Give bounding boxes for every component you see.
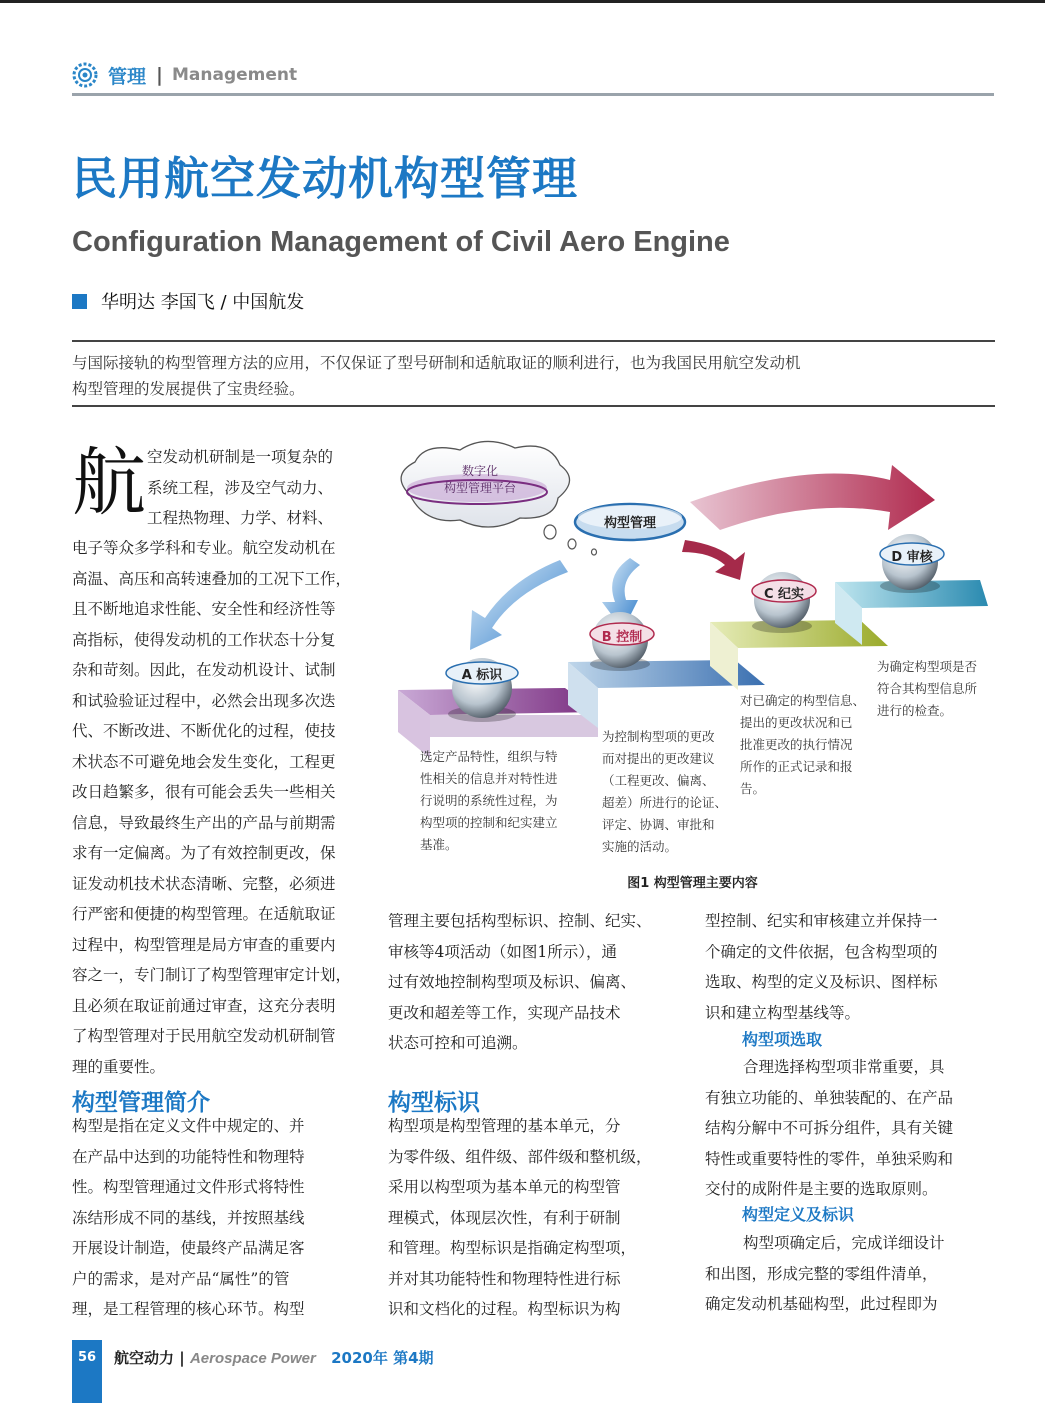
abstract-line: 构型管理的发展提供了宝贵经验。 bbox=[72, 380, 305, 398]
subsection-paragraph bbox=[705, 1228, 995, 1320]
body-line: 和管理。构型标识是指确定构型项， bbox=[388, 1239, 637, 1257]
authors: 华明达 李国飞 / 中国航发 bbox=[101, 292, 305, 313]
desc-line: 构型项的控制和纪实建立 bbox=[420, 815, 558, 830]
d-description bbox=[877, 656, 995, 722]
gear-icon bbox=[72, 62, 98, 88]
cloud-label-line: 构型管理平台 bbox=[443, 481, 516, 495]
body-line: 杂和苛刻。因此，在发动机设计、试制 bbox=[72, 661, 336, 679]
body-line: 采用以构型项为基本单元的构型管 bbox=[388, 1178, 621, 1196]
body-line: 有独立功能的、单独装配的、在产品 bbox=[705, 1088, 954, 1107]
abstract-bottom-rule bbox=[72, 405, 995, 407]
b-description bbox=[602, 726, 742, 858]
desc-line: 为确定构型项是否 bbox=[877, 659, 978, 674]
desc-line: 而对提出的更改建议 bbox=[602, 751, 715, 766]
journal-name-zh: 航空动力 bbox=[114, 1349, 175, 1367]
page-number: 56 bbox=[77, 1350, 97, 1365]
cloud-label-line: 数字化 bbox=[461, 464, 498, 478]
body-line: 空发动机研制是一项复杂的 bbox=[147, 448, 334, 466]
section-heading: 构型标识 bbox=[388, 1090, 480, 1116]
desc-line: 符合其构型信息所 bbox=[877, 681, 978, 696]
body-line: 更改和超差等工作，实现产品技术 bbox=[388, 1003, 621, 1022]
section-label-zh: 管理 bbox=[108, 66, 147, 88]
col2-top-paragraph bbox=[388, 906, 680, 1059]
body-line: 电子等众多学科和专业。航空发动机在 bbox=[72, 539, 336, 557]
top-border bbox=[0, 0, 1045, 3]
figure-1 bbox=[390, 440, 995, 900]
header-rule bbox=[72, 93, 994, 96]
body-line: 户的需求，是对产品“属性”的管 bbox=[72, 1269, 290, 1288]
drop-cap: 航 bbox=[72, 440, 146, 526]
body-line: 构型项是构型管理的基本单元，分 bbox=[388, 1117, 621, 1135]
body-line: 和试验验证过程中，必然会出现多次迭 bbox=[72, 691, 336, 710]
body-line: 和出图，形成完整的零组件清单， bbox=[705, 1264, 938, 1283]
desc-line: 评定、协调、审批和 bbox=[602, 817, 715, 832]
body-line: 性。构型管理通过文件形式将特性 bbox=[72, 1178, 305, 1196]
desc-line: 超差）所进行的论证、 bbox=[602, 795, 728, 810]
body-line: 高温、高压和高转速叠加的工况下工作， bbox=[72, 569, 352, 588]
section-paragraph bbox=[388, 1111, 680, 1325]
body-line: 个确定的文件依据，包含构型项的 bbox=[705, 942, 938, 961]
body-line: 容之一，专门制订了构型管理审定计划， bbox=[72, 966, 352, 984]
b-control-label: B 控制 bbox=[601, 630, 643, 645]
subsection-heading: 构型项选取 bbox=[742, 1030, 823, 1049]
body-line: 识和建立构型基线等。 bbox=[705, 1003, 861, 1022]
subsection-heading: 构型定义及标识 bbox=[742, 1205, 855, 1224]
section-separator: | bbox=[156, 64, 163, 86]
body-line: 证发动机技术状态清晰、完整，必须进 bbox=[72, 874, 336, 893]
a-identification-label: A 标识 bbox=[461, 668, 503, 683]
desc-line: （工程更改、偏离、 bbox=[602, 773, 715, 788]
article-title-en: Configuration Management of Civil Aero Engine bbox=[72, 226, 730, 258]
body-line: 了构型管理对于民用航空发动机研制管 bbox=[72, 1027, 336, 1045]
body-line: 信息，导致最终生产出的产品与前期需 bbox=[72, 813, 336, 832]
center-label: 构型管理 bbox=[603, 516, 656, 531]
body-line: 审核等4项活动（如图1所示），通 bbox=[388, 942, 617, 961]
desc-line: 所作的正式记录和报 bbox=[740, 759, 853, 774]
subsection-paragraph bbox=[705, 1052, 995, 1205]
body-line: 且不断地追求性能、安全性和经济性等 bbox=[72, 600, 336, 618]
body-line: 且必须在取证前通过审查，这充分表明 bbox=[72, 996, 336, 1015]
body-line: 构型是指在定义文件中规定的、并 bbox=[72, 1117, 305, 1135]
body-line: 行严密和便捷的构型管理。在适航取证 bbox=[72, 905, 336, 923]
body-line: 在产品中达到的功能特性和物理特 bbox=[72, 1147, 305, 1166]
c-accounting-label: C 纪实 bbox=[763, 587, 805, 602]
intro-paragraph-body bbox=[72, 533, 364, 1082]
abstract-top-rule bbox=[72, 340, 995, 342]
journal-info bbox=[114, 1347, 434, 1368]
intro-paragraph-head bbox=[147, 442, 362, 534]
body-line: 结构分解中不可拆分组件，具有关键 bbox=[705, 1119, 954, 1137]
section-heading: 构型管理简介 bbox=[72, 1090, 210, 1116]
body-line: 合理选择构型项非常重要，具 bbox=[743, 1058, 945, 1076]
body-line: 过有效地控制构型项及标识、偏离、 bbox=[388, 973, 637, 991]
body-line: 理，是工程管理的核心环节。构型 bbox=[72, 1300, 305, 1318]
body-line: 特性或重要特性的零件，单独采购和 bbox=[705, 1149, 954, 1168]
body-line: 理模式，体现层次性，有利于研制 bbox=[388, 1208, 621, 1227]
abstract bbox=[72, 350, 995, 402]
body-line: 代、不断改进、不断优化的过程，使技 bbox=[72, 722, 336, 740]
body-line: 求有一定偏离。为了有效控制更改，保 bbox=[72, 844, 336, 862]
body-line: 构型项确定后，完成详细设计 bbox=[743, 1234, 945, 1252]
body-line: 系统工程，涉及空气动力、 bbox=[147, 478, 334, 497]
desc-line: 性相关的信息并对特性进 bbox=[420, 771, 558, 786]
body-line: 改日趋繁多，很有可能会丢失一些相关 bbox=[72, 783, 336, 801]
journal-issue: 2020年 第4期 bbox=[331, 1349, 434, 1367]
body-line: 并对其功能特性和物理特性进行标 bbox=[388, 1269, 621, 1288]
body-line: 选取、构型的定义及标识、图样标 bbox=[705, 973, 938, 991]
desc-line: 为控制构型项的更改 bbox=[602, 729, 715, 744]
section-paragraph bbox=[72, 1111, 364, 1325]
body-line: 工程热物理、力学、材料、 bbox=[147, 509, 334, 527]
author-line bbox=[72, 288, 304, 314]
desc-line: 行说明的系统性过程，为 bbox=[420, 793, 558, 808]
desc-line: 批准更改的执行情况 bbox=[740, 737, 853, 752]
journal-name-en: Aerospace Power bbox=[189, 1350, 316, 1367]
desc-line: 进行的检查。 bbox=[877, 703, 953, 718]
figure-caption: 图1 构型管理主要内容 bbox=[627, 876, 758, 891]
journal-separator: | bbox=[179, 1349, 185, 1367]
body-line: 状态可控和可追溯。 bbox=[388, 1034, 528, 1052]
a-description bbox=[420, 746, 580, 856]
desc-line: 告。 bbox=[740, 781, 766, 796]
body-line: 为零件级、组件级、部件级和整机级， bbox=[388, 1147, 652, 1166]
body-line: 开展设计制造，使最终产品满足客 bbox=[72, 1239, 305, 1257]
d-audit-label: D 审核 bbox=[891, 550, 933, 565]
desc-line: 实施的活动。 bbox=[602, 839, 678, 854]
abstract-line: 与国际接轨的构型管理方法的应用，不仅保证了型号研制和适航取证的顺利进行，也为我国民用航空发动机 bbox=[72, 354, 801, 372]
article-title-zh: 民用航空发动机构型管理 bbox=[72, 152, 579, 205]
body-line: 过程中，构型管理是局方审查的重要内 bbox=[72, 935, 336, 954]
body-line: 型控制、纪实和审核建立并保持一 bbox=[705, 912, 938, 930]
body-line: 高指标，使得发动机的工作状态十分复 bbox=[72, 630, 336, 649]
body-line: 管理主要包括构型标识、控制、纪实、 bbox=[388, 912, 652, 930]
body-line: 理的重要性。 bbox=[72, 1057, 166, 1076]
digital-platform-label bbox=[425, 463, 535, 497]
section-header bbox=[72, 60, 994, 98]
body-line: 识和文档化的过程。构型标识为构 bbox=[388, 1300, 621, 1318]
desc-line: 对已确定的构型信息、 bbox=[740, 693, 866, 708]
c-description bbox=[740, 690, 880, 800]
desc-line: 选定产品特性，组织与特 bbox=[420, 749, 558, 764]
body-line: 交付的成附件是主要的选取原则。 bbox=[705, 1180, 938, 1198]
section-label-en: Management bbox=[172, 65, 298, 85]
body-line: 冻结形成不同的基线，并按照基线 bbox=[72, 1208, 305, 1227]
author-square-icon bbox=[72, 294, 87, 309]
desc-line: 提出的更改状况和已 bbox=[740, 715, 853, 730]
col3-top-paragraph bbox=[705, 906, 995, 1028]
body-line: 术状态不可避免地会发生变化，工程更 bbox=[72, 752, 336, 771]
desc-line: 基准。 bbox=[420, 837, 458, 852]
body-line: 确定发动机基础构型，此过程即为 bbox=[705, 1295, 938, 1313]
